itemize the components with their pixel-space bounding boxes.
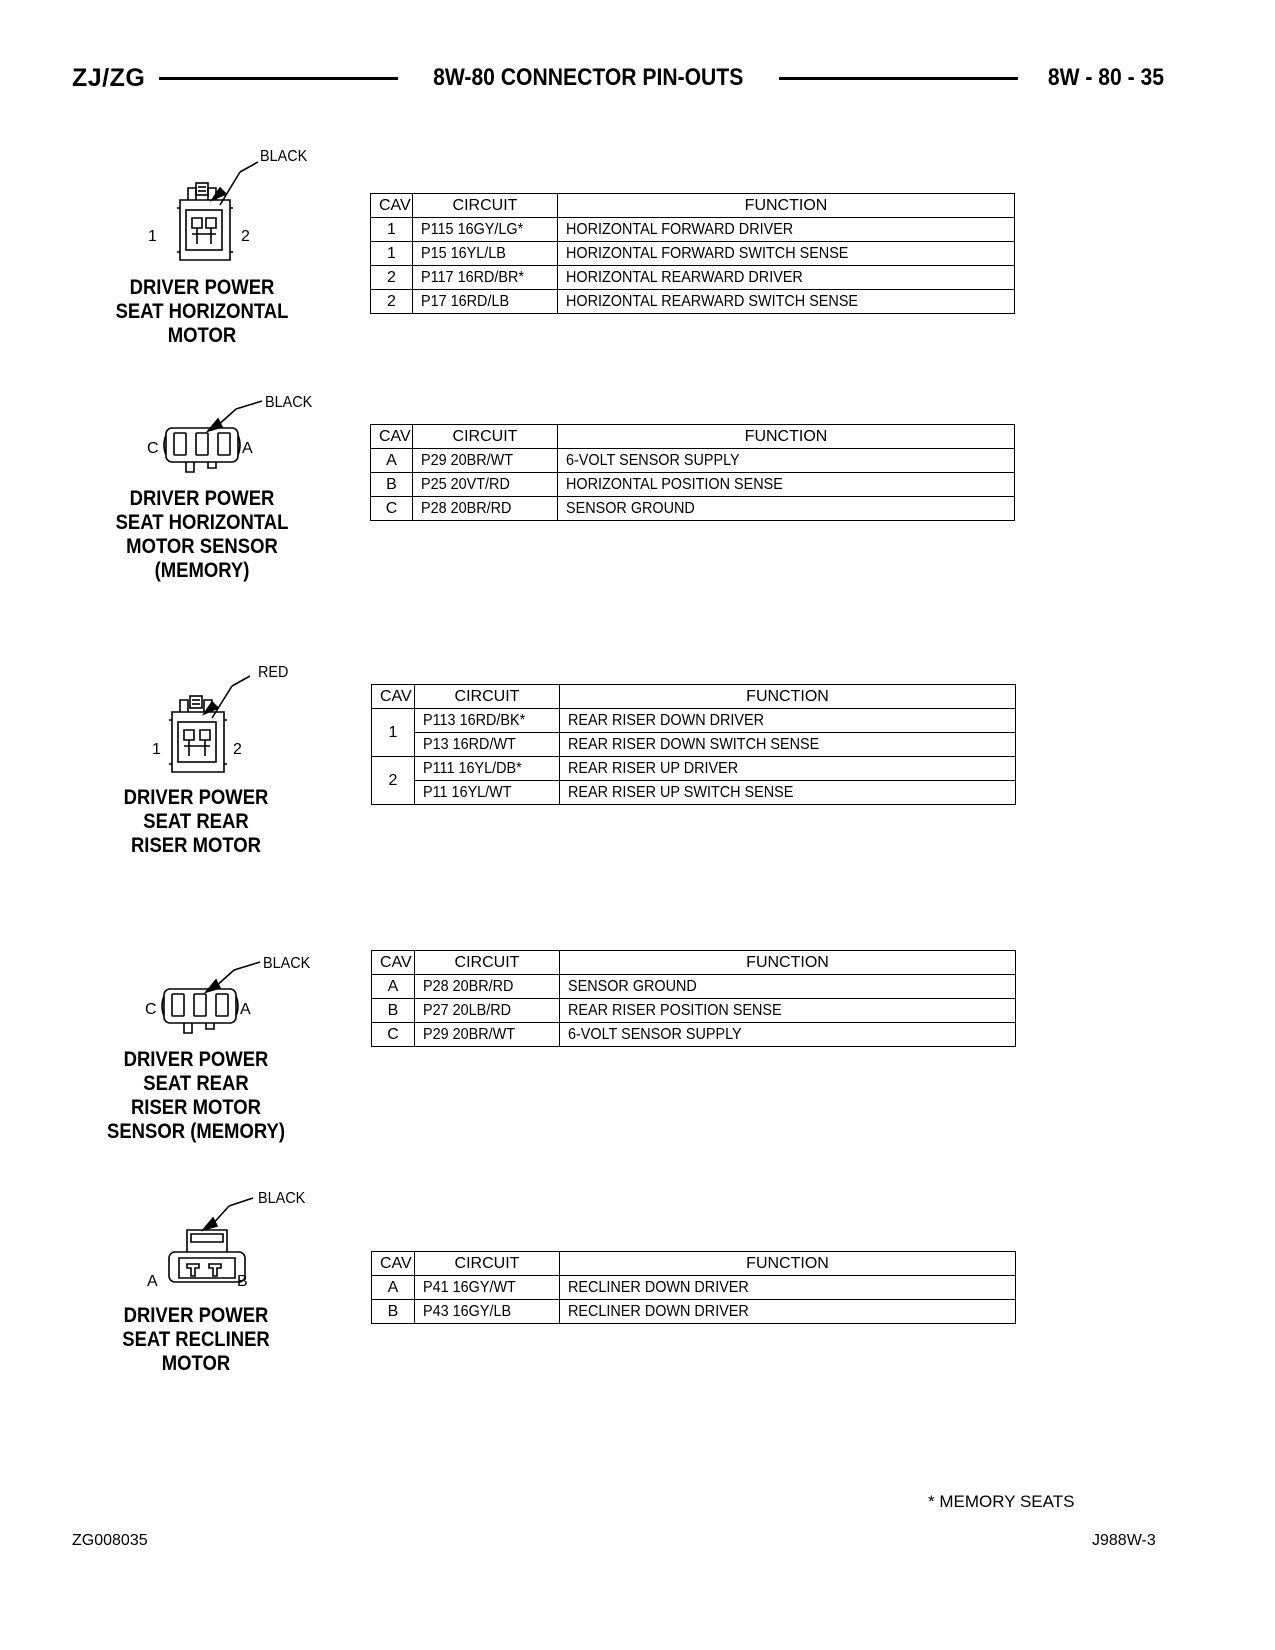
table-row: B P25 20VT/RD HORIZONTAL POSITION SENSE xyxy=(371,473,1015,497)
circuit-header: CIRCUIT xyxy=(413,194,558,218)
table-row: P11 16YL/WT REAR RISER UP SWITCH SENSE xyxy=(372,781,1016,805)
pin-label: C xyxy=(147,440,159,457)
wire-color-label: BLACK xyxy=(258,1190,306,1207)
function-header: FUNCTION xyxy=(560,1252,1016,1276)
pin-label: B xyxy=(237,1273,248,1290)
function-header: FUNCTION xyxy=(560,685,1016,709)
table-row: 2 P111 16YL/DB* REAR RISER UP DRIVER xyxy=(372,757,1016,781)
cav-header: CAV xyxy=(371,194,413,218)
pin-label: C xyxy=(145,1001,157,1018)
pin-label: A xyxy=(242,440,253,457)
table-row: 2 P117 16RD/BR* HORIZONTAL REARWARD DRIVER xyxy=(371,266,1015,290)
table-header-row xyxy=(372,685,1016,709)
wire-color-label: BLACK xyxy=(263,955,311,972)
pinout-table xyxy=(371,684,1016,805)
table-row: A P29 20BR/WT 6-VOLT SENSOR SUPPLY xyxy=(371,449,1015,473)
cav-header: CAV xyxy=(372,1252,415,1276)
function-header: FUNCTION xyxy=(558,425,1015,449)
pinout-table xyxy=(371,1251,1016,1324)
vehicle-code: ZJ/ZG xyxy=(72,63,146,92)
pinout-table xyxy=(371,950,1016,1047)
connector-title: DRIVER POWER SEAT HORIZONTAL MOTOR xyxy=(115,276,289,347)
circuit-header: CIRCUIT xyxy=(415,685,560,709)
connector-title: DRIVER POWER SEAT REAR RISER MOTOR SENSOR (MEMORY) xyxy=(107,1048,285,1143)
connector-title: DRIVER POWER SEAT HORIZONTAL MOTOR SENSOR (MEMORY) xyxy=(115,487,289,582)
table-header-row xyxy=(372,951,1016,975)
table-row: A P28 20BR/RD SENSOR GROUND xyxy=(372,975,1016,999)
table-row: 1 P115 16GY/LG* HORIZONTAL FORWARD DRIVER xyxy=(371,218,1015,242)
function-header: FUNCTION xyxy=(560,951,1016,975)
table-row: C P29 20BR/WT 6-VOLT SENSOR SUPPLY xyxy=(372,1023,1016,1047)
pinout-table xyxy=(370,424,1015,521)
cav-header: CAV xyxy=(372,685,415,709)
table-row: B P43 16GY/LB RECLINER DOWN DRIVER xyxy=(372,1300,1016,1324)
page-header xyxy=(72,62,1164,94)
table-row: 1 P113 16RD/BK* REAR RISER DOWN DRIVER xyxy=(372,709,1016,733)
two-pin-connector-icon xyxy=(150,150,290,270)
function-header: FUNCTION xyxy=(558,194,1015,218)
two-pin-connector-icon xyxy=(150,668,290,788)
circuit-header: CIRCUIT xyxy=(415,951,560,975)
connector-title: DRIVER POWER SEAT RECLINER MOTOR xyxy=(122,1304,270,1375)
wire-color-label: RED xyxy=(258,664,289,681)
cav-header: CAV xyxy=(371,425,413,449)
pin-label: A xyxy=(240,1001,251,1018)
header-rule-right xyxy=(779,77,1018,80)
figure-code: ZG008035 xyxy=(72,1532,148,1549)
table-header-row xyxy=(372,1252,1016,1276)
table-row: P13 16RD/WT REAR RISER DOWN SWITCH SENSE xyxy=(372,733,1016,757)
wire-color-label: BLACK xyxy=(260,148,308,165)
circuit-header: CIRCUIT xyxy=(413,425,558,449)
table-row: C P28 20BR/RD SENSOR GROUND xyxy=(371,497,1015,521)
table-row: B P27 20LB/RD REAR RISER POSITION SENSE xyxy=(372,999,1016,1023)
circuit-header: CIRCUIT xyxy=(415,1252,560,1276)
table-row: A P41 16GY/WT RECLINER DOWN DRIVER xyxy=(372,1276,1016,1300)
table-header-row xyxy=(371,194,1015,218)
table-row: 1 P15 16YL/LB HORIZONTAL FORWARD SWITCH SENSE xyxy=(371,242,1015,266)
table-row: 2 P17 16RD/LB HORIZONTAL REARWARD SWITCH SENSE xyxy=(371,290,1015,314)
pin-label: A xyxy=(147,1273,158,1290)
connector-title: DRIVER POWER SEAT REAR RISER MOTOR xyxy=(123,786,269,857)
pin-label: 1 xyxy=(148,228,157,245)
pin-label: 2 xyxy=(241,228,250,245)
pin-label: 1 xyxy=(152,741,161,758)
table-header-row xyxy=(371,425,1015,449)
pin-label: 2 xyxy=(233,741,242,758)
page-number: 8W - 80 - 35 xyxy=(1047,64,1164,91)
wire-color-label: BLACK xyxy=(265,394,313,411)
cav-header: CAV xyxy=(372,951,415,975)
document-code: J988W-3 xyxy=(1092,1532,1156,1549)
page-title: 8W-80 CONNECTOR PIN-OUTS xyxy=(433,64,744,91)
pinout-table xyxy=(370,193,1015,314)
memory-seats-footnote: * MEMORY SEATS xyxy=(928,1492,1075,1511)
header-rule-left xyxy=(159,77,398,80)
